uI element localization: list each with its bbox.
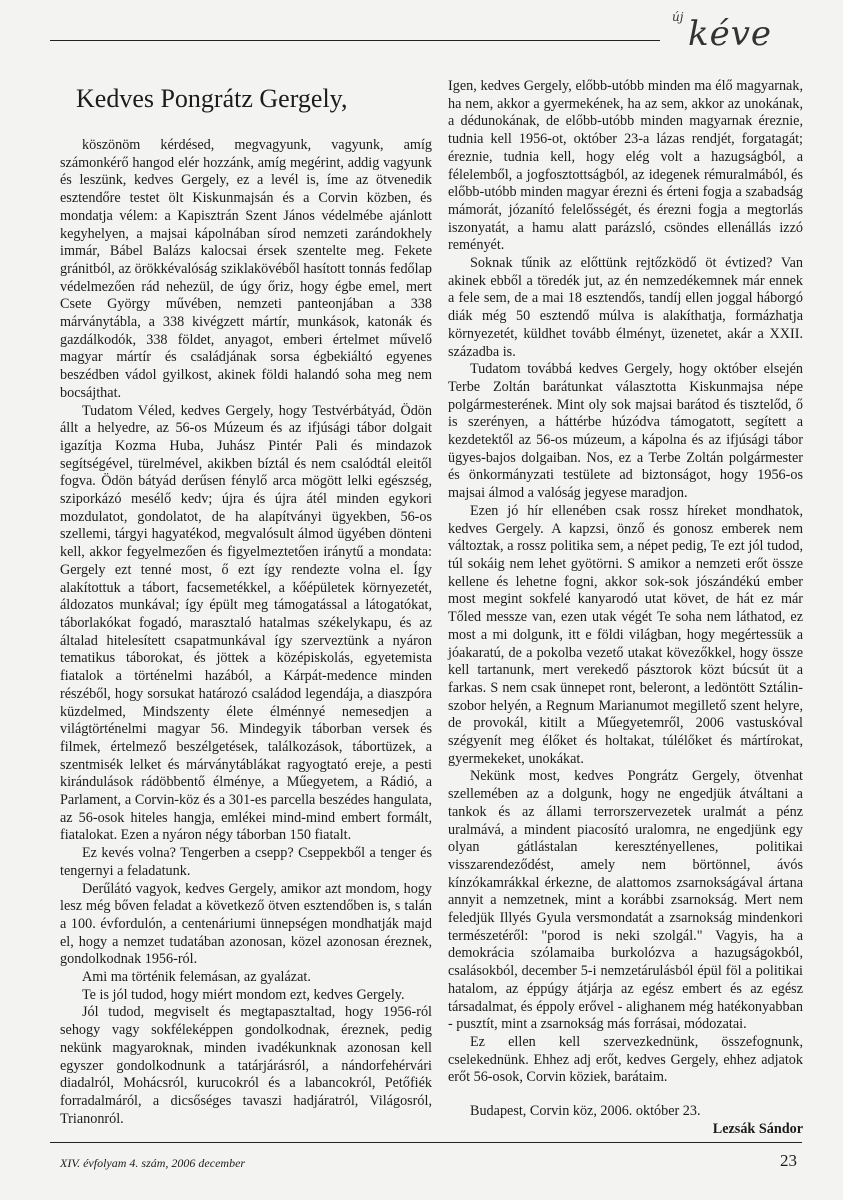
signature: Lezsák Sándor	[712, 1120, 803, 1137]
place-date: Budapest, Corvin köz, 2006. október 23.	[470, 1103, 701, 1120]
paragraph: Tudatom továbbá kedves Gergely, hogy október elsején Terbe Zoltán barátunkat választotta Kiskunmajsa népe polgármesterének. Mint oly sok majsai barátod és tisztelőd, ő is szerényen, a háttérbe húzódva támogatott, segített a kezdetektől az 56-os múzeum, a kápolna és az ifjúsági tábor ügyes-bajos dolgaiban. Nos, ez a Terbe Zoltán polgármester és önkormányzati testülete ad biztonságot, hogy 1956-os majsai álmod a valóság jegyese maradjon.	[448, 361, 803, 502]
paragraph: Derűlátó vagyok, kedves Gergely, amikor azt mondom, hogy lesz még bőven feladat a következő ötven esztendőben is, s talán a 100. évfordulón, a centenáriumi ünnepségen mondhatják majd el, hogy a nemzet tudatában azonosan, közel azonosan éreznek, gondolkodnak 1956-ról.	[60, 880, 432, 968]
paragraph-continuation: Igen, kedves Gergely, előbb-utóbb minden ma élő magyarnak, ha nem, akkor a gyermekének, ha az sem, akkor az unokának, a dédunokának, de előbb-utóbb minden magyarnak éreznie, tudnia kell 1956-ot, október 23-a lázas rendjét, forgatagát; éreznie, tudnia kell, hogy elég volt a hazugságból, a félelemből, a jogfosztottságból, az idegenek rémuralmából, és előbb-utóbb minden magyar érezni és érteni fogja a szabadság mámorát, józanító felelősségét, és érezni fogja a megtorlás iszonyatát, a hamu alatt parázsló, csöndes ellenállás izzó reményét.	[448, 78, 803, 254]
paragraph: Soknak tűnik az előttünk rejtőzködő öt évtized? Van akinek ebből a töredék jut, az én nemzedékemnek már ennek a fele sem, de a mai 18 esztendős, tandíj ellen joggal háborgó diák még 50 esztendő múlva is alakíthatja, formázhatja környezetét, küldhet tovább élményt, üzenetet, akár a XXII. századba is.	[448, 255, 803, 360]
left-column	[60, 137, 432, 1128]
paragraph: köszönöm kérdésed, megvagyunk, vagyunk, amíg számonkérő hangod elér hozzánk, amíg megérint, addig vagyunk és leszünk, kedves Gergely, ez a levél is, íme az ötvenedik esztendőre testet ölt Kiskunmajsán és a Corvin közben, és mondatja vélem: a Kapisztrán Szent János védelmébe ajánlott kegyhelyen, a majsai kápolnában sírod nemzeti zarándokhely immár, Bábel Balázs kalocsai érsek szentelte meg. Fekete gránitból, az örökkévalóság sziklakövéből hasított tonnás fedőlap védelmezően rád nehezül, de úgy őriz, hogy égbe emel, mert Csete György művében, nemzeti panteonjában a 338 márványtábla, a 338 kivégzett mártír, munkások, katonák és gazdálkodók, 338 földet, anyagot, emberi értelmet művelő magyar mártír és családjának sorsa égbekiáltó egyenes beszédben vádol gyilkost, akinek földi halandó soha meg nem bocsájthat.	[60, 137, 432, 401]
paragraph: Ezen jó hír ellenében csak rossz híreket mondhatok, kedves Gergely. A kapzsi, önző és gonosz emberek nem változtak, a rossz politika sem, a népet pedig, Te ezt jól tudod, túl sokáig nem lehet gyötörni. S amikor a nemzeti erőt össze kellene és lehetne fogni, akkor sok-sok jószándékú ember most megint sokfelé kanyarodó utat követ, de hát ez már Tőled messze van, ezen utak végét Te soha nem láthatod, ez most a mi dolgunk, itt e földi világban, hogy megértessük a jóakaratú, de a pokolba vezető utakat kövezőkkel, hogy össze kell tartanunk, mert verekedő pásztorok közt búcsút üt a farkas. S nem csak ünnepet ront, beleront, a ledöntött Sztálin-szobor helyén, a Regnum Marianumot megillető szent helyre, de provokál, kitilt a Műegyetemről, 2006 vastuskóval szégyenít meg élőket és holtakat, túlélőket és mártírokat, gyermekeket, unokákat.	[448, 502, 803, 767]
paragraph: Nekünk most, kedves Pongrátz Gergely, ötvenhat szellemében az a dolgunk, hogy ne engedjük átváltani a tankok és az állami terrorszervezetek uralmát a pénz uralmává, a mindent piacosító uralomra, ne engedjünk egy olyan gátlástalan keresztényellenes, politikai visszarendeződést, amely nem börtönnel, ávós kínzókamrákkal érkezne, de alattomos zsarnokságával ártana annyit a nemzetnek, mint a korábbi zsarnokság. Mert nem feledjük Illyés Gyula versmondatát a zsarnokság mindenkori természetéről: "porod is neki szolgál." Vagyis, ha a demokrácia szólamaiba burkolózva a hazugságokból, csalásokból, december 5-i nemzetárulásból épül föl a politikai hatalom, az éppúgy átjárja az egész embert és az egész társadalmat, és éppoly erővel - alighanem még hatékonyabban - pusztít, mint a zsarnokság más forrásai, módozatai.	[448, 768, 803, 1033]
paragraph: Te is jól tudod, hogy miért mondom ezt, kedves Gergely.	[82, 986, 405, 1003]
paragraph: Jól tudod, megviselt és megtapasztaltad, hogy 1956-ról sehogy vagy sokféleképpen gondolkodnak, éreznek, pedig nekünk magyaroknak, minden ivadékunknak azonosan kell egyszer gondolkodnunk a tatárjárásról, a nándorfehérvári diadalról, Mohácsról, kurucokról és a labancokról, Petőfiék forradalmáról, a dicsőséges tavaszi hadjáratról, Világosról, Trianonról.	[60, 1004, 432, 1127]
paragraph: Tudatom Véled, kedves Gergely, hogy Testvérbátyád, Ödön állt a helyedre, az 56-os Múzeum és az ifjúsági tábor dolgait igazítja Kozma Huba, Juhász Pintér Pali és mindazok segítségével, türelmével, akikben bíztál és nem csalódtál eleitől fogva. Ödön bátyád derűsen fénylő arca mögött lelki egészség, sziporkázó mesélő kedv; újra és újra átél minden egykori mozdulatot, gondolatot, de ha alapítványi ügyekben, 56-os szellemi, tárgyi hagyatékod, megvalósult álmod ügyében dönteni kell, akkor fegyelmezően és figyelmeztetően iránytű a mondata: Gergely ezt tenné most, ő ezt így rendezte volna el. Így alakítottuk a tábort, facsemetékkel, a kőépületek környezetét, áldozatos munkával; így épült meg támogatással a látogatókat, táborlakókat fogadó, marasztaló hatalmas székelykapu, és az általad hitelesített csapatmunkával így szerveztünk a nyáron tematikus táborokat, és jöttek a középiskolás, egyetemista fiatalok a történelmi hazából, a Kárpát-medence minden részéből, hogy sorsukat határozó családod legendája, a diaszpóra küzdelmed, Mindszenty élete élménnyé nemesedjen a világtörténelmi magyar 56. Mindegyik táborban versek és filmek, értelmező beszélgetések, találkozások, tábortüzek, a szentmisék lelket és márványtáblákat ragyogtató ereje, a pesti kirándulások rádöbbentő élménye, a Műegyetem, a Rádió, a Parlament, a Corvin-köz és a 301-es parcella beszédes hangulata, az 56-osok hiteles hangja, emlékei mind-mind embert formált, fiatalokat. Ezen a nyáron négy táborban 150 fiatalt.	[60, 402, 432, 844]
letter-title: Kedves Pongrátz Gergely,	[76, 84, 348, 113]
paragraph: Ez ellen kell szervezkednünk, összefognunk, cselekednünk. Ehhez adj erőt, kedves Gergely, ehhez adjatok erőt 56-osok, Corvin köziek, barátaim.	[448, 1033, 803, 1086]
footer-rule	[50, 1142, 802, 1143]
issue-info: XIV. évfolyam 4. szám, 2006 december	[60, 1156, 246, 1170]
right-column	[448, 78, 803, 1138]
header-rule	[50, 40, 660, 41]
logo-main-text: kéve	[688, 14, 773, 54]
paragraph: Ami ma történik felemásan, az gyalázat.	[82, 969, 311, 986]
page-number: 23	[780, 1151, 797, 1170]
logo-small-text: új	[672, 10, 684, 24]
paragraph: Ez kevés volna? Tengerben a csepp? Cseppekből a tenger és tengernyi a feladatunk.	[60, 845, 432, 879]
